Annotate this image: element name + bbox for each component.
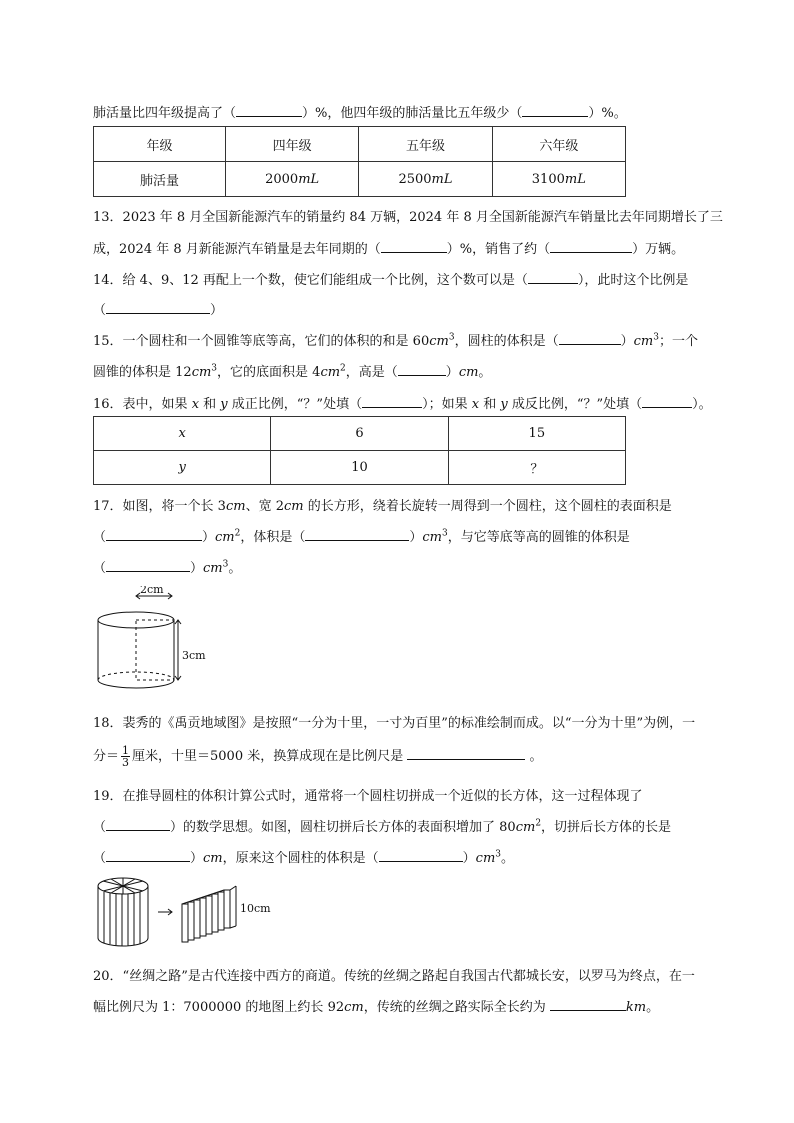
table-cell: 2500mL (359, 162, 492, 197)
answer-blank[interactable] (407, 746, 525, 760)
q17-line1: 17．如图，将一个长 3cm、宽 2cm 的长方形，绕着长旋转一周得到一个圆柱，这个圆柱的表面积是 (93, 499, 672, 514)
q19-line2: （ ）的数学思想。如图，圆柱切拼后长方体的表面积增加了 $80cm^2$，切拼后长方体的长是 (93, 818, 672, 835)
table-header: 五年级 (359, 127, 492, 162)
table-header: 六年级 (492, 127, 625, 162)
table-header: 年级 (94, 127, 226, 162)
table-cell: 6 (271, 417, 448, 451)
cylinder-cut-figure (94, 874, 314, 948)
rectangle-outline (136, 620, 174, 680)
lung-capacity-table (93, 126, 626, 197)
q14-line2: （ ） (93, 299, 223, 318)
answer-blank[interactable] (528, 270, 578, 284)
q17-line3: （ ）$cm^3$。 (93, 559, 242, 576)
q13-line2: 成，2024 年 8 月新能源汽车销量是去年同期的（ ）%，销售了约（ ）万辆。 (93, 238, 684, 257)
answer-blank[interactable] (550, 239, 632, 253)
cylinder-figure (92, 586, 222, 696)
q20-line1: 20．“丝绸之路”是古代连接中西方的商道。传统的丝绸之路起自我国古代都城长安，以罗马为终点，在一 (93, 969, 695, 984)
answer-blank[interactable] (642, 394, 692, 408)
answer-blank[interactable] (106, 558, 190, 572)
table-header: 四年级 (225, 127, 358, 162)
q19-line3: （ ）cm，原来这个圆柱的体积是（ ）$cm^3$。 (93, 849, 515, 866)
table-cell: 2000mL (225, 162, 358, 197)
q14-line1: 14．给 4、9、12 再配上一个数，使它们能组成一个比例，这个数可以是（ ），此时这个比例是 (93, 269, 688, 288)
q15-line1: 15．一个圆柱和一个圆锥等底等高，它们的体积的和是 $60cm^3$，圆柱的体积是（ ）$cm^3$；一个 (93, 332, 698, 349)
table-cell: 肺活量 (94, 162, 226, 197)
q13-line1: 13．2023 年 8 月全国新能源汽车的销量约 84 万辆，2024 年 8 月全国新能源汽车销量比去年同期增长了三 (93, 210, 723, 225)
table-cell: x (94, 417, 271, 451)
xy-table (93, 416, 626, 485)
q12-line: 肺活量比四年级提高了（ ）%，他四年级的肺活量比五年级少（ ）%。 (93, 102, 627, 121)
table-cell: 15 (448, 417, 625, 451)
q17-line2: （ ）$cm^2$，体积是（ ）$cm^3$，与它等底等高的圆锥的体积是 (93, 528, 630, 545)
answer-blank[interactable] (381, 239, 447, 253)
answer-blank[interactable] (362, 394, 422, 408)
answer-blank[interactable] (305, 527, 409, 541)
answer-blank[interactable] (106, 300, 210, 314)
answer-blank[interactable] (236, 103, 302, 117)
fraction: $\frac{1}{3}$ (122, 744, 130, 769)
table-cell: 3100mL (492, 162, 625, 197)
q18-line1: 18．裴秀的《禹贡地域图》是按照“一分为十里，一寸为百里”的标准绘制而成。以“一分为十里”为例，一 (93, 716, 696, 731)
answer-blank[interactable] (550, 997, 626, 1011)
answer-blank[interactable] (106, 848, 190, 862)
width-label: 2cm (140, 586, 164, 596)
q20-line2: 幅比例尺为 1：7000000 的地图上约长 92cm，传统的丝绸之路实际全长约为 km。 (93, 996, 659, 1015)
height-label: 10cm (240, 902, 271, 915)
height-label: 3cm (182, 649, 206, 662)
answer-blank[interactable] (522, 103, 588, 117)
q15-line2: 圆锥的体积是 $12cm^3$，它的底面积是 $4cm^2$，高是（ ）cm。 (93, 363, 492, 380)
answer-blank[interactable] (106, 527, 202, 541)
answer-blank[interactable] (559, 331, 621, 345)
answer-blank[interactable] (379, 848, 463, 862)
q19-line1: 19．在推导圆柱的体积计算公式时，通常将一个圆柱切拼成一个近似的长方体，这一过程体现了 (93, 789, 643, 804)
table-cell: y (94, 451, 271, 485)
q16-line: 16．表中，如果 x 和 y 成正比例，“？”处填（ ）；如果 x 和 y 成反比例，“？”处填（ ）。 (93, 393, 712, 412)
table-cell: 10 (271, 451, 448, 485)
answer-blank[interactable] (106, 817, 170, 831)
q18-line2: 分＝ $\frac{1}{3}$ 厘米，十里＝5000 米，换算成现在是比例尺是 。 (93, 744, 543, 769)
answer-blank[interactable] (398, 362, 446, 376)
table-cell: ？ (448, 451, 625, 485)
